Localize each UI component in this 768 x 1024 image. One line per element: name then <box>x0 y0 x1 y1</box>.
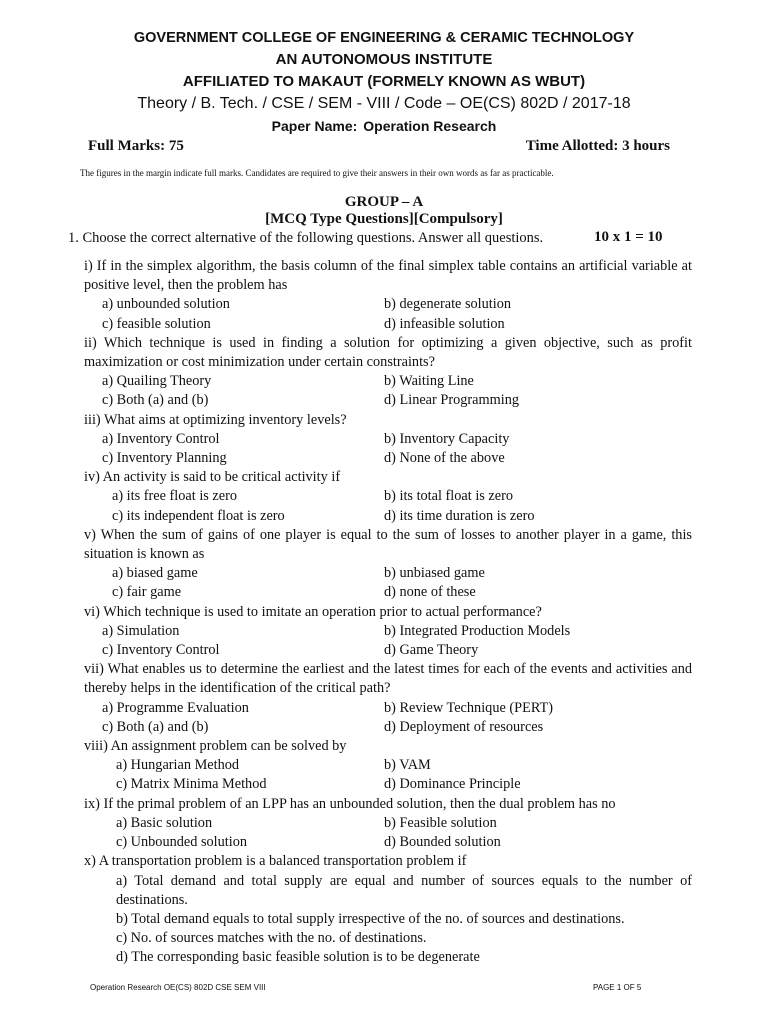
option: a) Programme Evaluation <box>102 699 249 716</box>
footer-page-number: PAGE 1 OF 5 <box>593 983 642 992</box>
time-allotted: Time Allotted: 3 hours <box>525 138 670 154</box>
full-marks: Full Marks: 75 <box>88 138 184 154</box>
option: c) Inventory Control <box>102 642 220 659</box>
option: a) Quailing Theory <box>102 373 212 390</box>
question-stem: ix) If the primal problem of an LPP has an unbounded solution, then the dual problem has no <box>84 795 616 812</box>
option: d) infeasible solution <box>384 315 505 332</box>
mcq-item <box>84 660 692 737</box>
option: b) unbiased game <box>384 565 485 582</box>
paper-name: Operation Research <box>363 118 497 134</box>
option: d) None of the above <box>384 450 505 467</box>
options <box>84 756 692 794</box>
option: c) Both (a) and (b) <box>102 392 209 409</box>
option: d) none of these <box>384 584 476 601</box>
option: b) degenerate solution <box>384 296 512 313</box>
instructions: The figures in the margin indicate full marks. Candidates are required to give their answers in their own words as far as practicable. <box>80 168 554 178</box>
question-stem: x) A transportation problem is a balanced transportation problem if <box>84 853 467 870</box>
option: d) Dominance Principle <box>384 776 521 793</box>
options <box>84 814 692 852</box>
mcq-item <box>84 852 692 967</box>
mcq-item <box>84 468 692 526</box>
option: a) Hungarian Method <box>116 757 240 774</box>
option: d) Game Theory <box>384 642 479 659</box>
question-stem: v) When the sum of gains of one player is equal to the sum of losses to another player in a game, this situation is known as <box>84 526 692 563</box>
question-stem: viii) An assignment problem can be solved by <box>84 738 347 755</box>
option: d) The corresponding basic feasible solution is to be degenerate <box>116 949 480 966</box>
option: c) No. of sources matches with the no. of destinations. <box>116 930 427 947</box>
options <box>84 699 692 737</box>
option: b) Waiting Line <box>384 373 474 390</box>
affiliation: AFFILIATED TO MAKAUT (FORMELY KNOWN AS WBUT) <box>182 73 586 90</box>
question-1-marks: 10 x 1 = 10 <box>594 229 663 245</box>
option: c) its independent float is zero <box>112 507 285 524</box>
option: d) Linear Programming <box>384 392 519 409</box>
question-stem: ii) Which technique is used in finding a solution for optimizing a given objective, such as profit maximization or cost minimization under certain constraints? <box>84 334 692 371</box>
options <box>84 487 692 525</box>
mcq-item <box>84 526 692 603</box>
paper-name-label: Paper Name: <box>271 118 358 134</box>
question-stem: i) If in the simplex algorithm, the basis column of the final simplex table contains an artificial variable at positive level, then the problem has <box>84 258 692 294</box>
question-stem: vi) Which technique is used to imitate an operation prior to actual performance? <box>84 603 542 620</box>
option: c) fair game <box>112 584 182 601</box>
mcq-item <box>84 257 692 334</box>
option: a) unbounded solution <box>102 296 230 313</box>
options <box>84 372 692 410</box>
option: b) VAM <box>384 757 431 774</box>
option: d) Bounded solution <box>384 834 501 851</box>
option: c) Matrix Minima Method <box>116 776 267 793</box>
option: b) Feasible solution <box>384 814 497 831</box>
option: c) Inventory Planning <box>102 450 227 467</box>
mcq-item <box>84 603 692 661</box>
options <box>84 430 692 468</box>
mcq-item <box>84 411 692 469</box>
option: b) Inventory Capacity <box>384 430 510 447</box>
option: d) Deployment of resources <box>384 718 544 735</box>
option: d) its time duration is zero <box>384 507 535 524</box>
mcq-item <box>84 795 692 853</box>
option: b) Review Technique (PERT) <box>384 699 554 716</box>
option: c) Unbounded solution <box>116 834 248 851</box>
question-stem: iii) What aims at optimizing inventory levels? <box>84 411 347 428</box>
options <box>84 564 692 602</box>
question-stem: vii) What enables us to determine the earliest and the latest times for each of the events and activities and thereby helps in the identification of the critical path? <box>84 661 692 697</box>
option: b) Total demand equals to total supply irrespective of the no. of sources and destinations. <box>116 910 625 927</box>
option: a) its free float is zero <box>112 488 238 505</box>
mcq-item <box>84 737 692 795</box>
option: b) Integrated Production Models <box>384 622 571 639</box>
option: a) Inventory Control <box>102 430 220 447</box>
option: a) biased game <box>112 565 198 582</box>
option: c) Both (a) and (b) <box>102 718 209 735</box>
options <box>84 622 692 660</box>
question-1-instruction: 1. Choose the correct alternative of the following questions. Answer all questions. <box>68 230 544 246</box>
options <box>84 295 692 333</box>
mcq-list <box>84 257 692 968</box>
marks-row <box>88 138 670 155</box>
mcq-item <box>84 334 692 411</box>
paper-name-line <box>0 118 768 134</box>
course-info: Theory / B. Tech. / CSE / SEM - VIII / Code – OE(CS) 802D / 2017-18 <box>137 95 631 112</box>
option: a) Simulation <box>102 622 180 639</box>
question-stem: iv) An activity is said to be critical activity if <box>84 469 341 486</box>
college-name: GOVERNMENT COLLEGE OF ENGINEERING & CERAMIC TECHNOLOGY <box>133 30 635 46</box>
option: b) its total float is zero <box>384 488 514 505</box>
group-title: GROUP – A <box>344 194 424 210</box>
institute-status: AN AUTONOMOUS INSTITUTE <box>275 51 493 68</box>
group-subtitle: [MCQ Type Questions][Compulsory] <box>265 211 503 227</box>
option: a) Basic solution <box>116 814 213 831</box>
footer-course: Operation Research OE(CS) 802D CSE SEM VIII <box>90 983 266 992</box>
option: c) feasible solution <box>102 315 211 332</box>
option: a) Total demand and total supply are equal and number of sources equals to the number of destinations. <box>116 872 692 908</box>
